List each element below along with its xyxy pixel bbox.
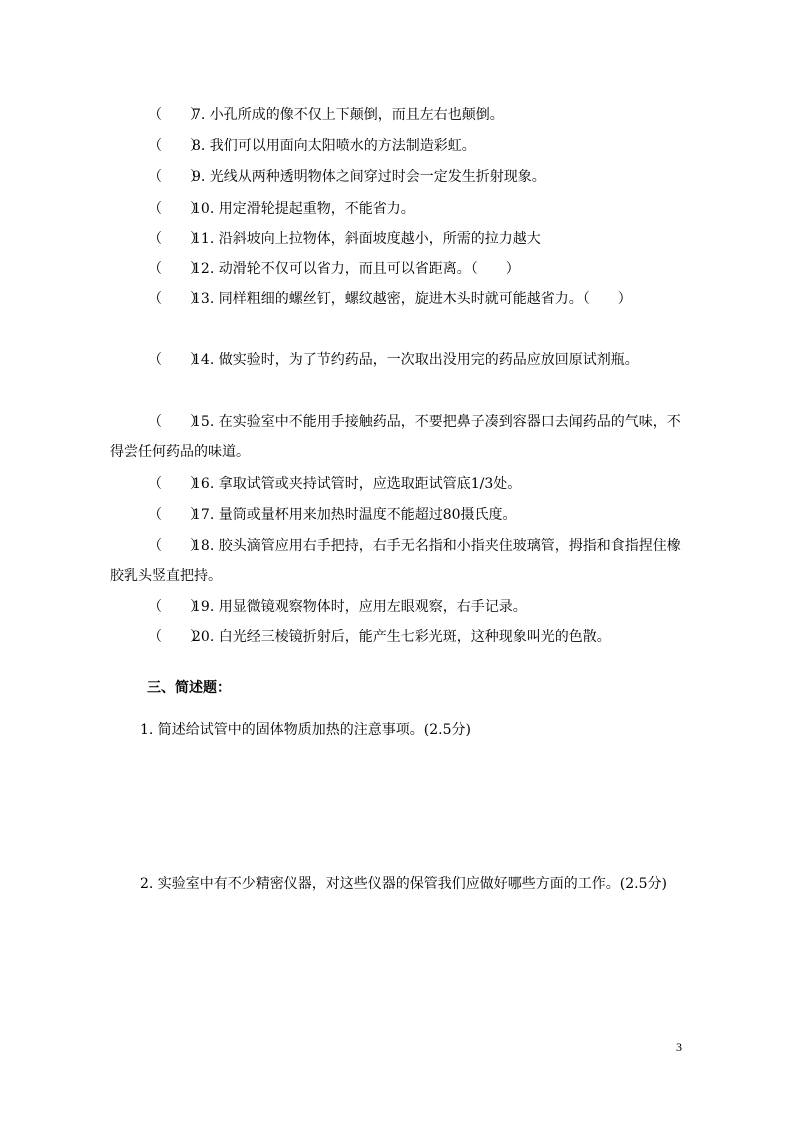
true-false-item-8 (110, 131, 690, 161)
true-false-item-15 (110, 407, 690, 467)
true-false-item-14 (110, 345, 690, 375)
answer-blank[interactable]: （ ） (148, 629, 204, 645)
question-text: 2. 实验室中有不少精密仪器，对这些仪器的保管我们应做好哪些方面的工作。(2.5分) (140, 876, 667, 892)
true-false-item-17 (110, 500, 690, 530)
answer-blank[interactable]: （ ） (148, 476, 204, 492)
item-text: 20. 白光经三棱镜折射后，能产生七彩光斑，这种现象叫光的色散。 (192, 629, 611, 645)
answer-blank[interactable]: （ ） (148, 201, 204, 217)
answer-blank[interactable]: （ ） (148, 107, 204, 123)
answer-blank[interactable]: （ ） (148, 599, 204, 615)
true-false-item-12 (110, 254, 690, 284)
true-false-item-10 (110, 194, 690, 224)
section-title: 三、简述题： (147, 680, 231, 696)
answer-blank[interactable]: （ ） (148, 507, 204, 523)
answer-blank[interactable]: （ ） (148, 261, 204, 277)
page-number: 3 (676, 1040, 682, 1054)
answer-blank[interactable]: （ ） (148, 169, 204, 185)
true-false-item-19 (110, 592, 690, 622)
true-false-item-18 (110, 531, 690, 591)
item-text: 9. 光线从两种透明物体之间穿过时会一定发生折射现象。 (192, 169, 546, 185)
answer-blank[interactable]: （ ） (148, 231, 204, 247)
item-text: 11. 沿斜坡向上拉物体，斜面坡度越小，所需的拉力越大 (192, 231, 541, 247)
true-false-item-9 (110, 162, 690, 192)
item-text: 7. 小孔所成的像不仅上下颠倒，而且左右也颠倒。 (192, 107, 504, 123)
item-text: 16. 拿取试管或夹持试管时，应选取距试管底1/3处。 (192, 476, 522, 492)
item-text: 18. 胶头滴管应用右手把持，右手无名指和小指夹住玻璃管，拇指和食指捏住橡胶乳头竖直把持。 (110, 538, 681, 584)
true-false-item-20 (110, 622, 690, 652)
answer-blank[interactable]: （ ） (148, 291, 204, 307)
answer-blank[interactable]: （ ） (148, 352, 204, 368)
true-false-item-7 (110, 100, 690, 130)
answer-blank[interactable]: （ ） (148, 538, 204, 554)
item-text: 15. 在实验室中不能用手接触药品，不要把鼻子凑到容器口去闻药品的气味，不得尝任何药品的味道。 (110, 414, 681, 460)
short-answer-question-1 (110, 715, 690, 745)
answer-blank[interactable]: （ ） (148, 414, 204, 430)
short-answer-question-2 (110, 869, 690, 899)
item-text: 17. 量筒或量杯用来加热时温度不能超过80摄氏度。 (192, 507, 517, 523)
item-text: 19. 用显微镜观察物体时，应用左眼观察，右手记录。 (192, 599, 527, 615)
answer-blank[interactable]: （ ） (148, 138, 204, 154)
true-false-item-11 (110, 224, 690, 254)
item-text: 12. 动滑轮不仅可以省力，而且可以省距离。（ ） (192, 261, 520, 277)
item-text: 8. 我们可以用面向太阳喷水的方法制造彩虹。 (192, 138, 476, 154)
true-false-item-16 (110, 469, 690, 499)
true-false-item-13 (110, 284, 690, 314)
item-text: 13. 同样粗细的螺丝钉，螺纹越密，旋进木头时就可能越省力。（ ） (192, 291, 632, 307)
item-text: 10. 用定滑轮提起重物，不能省力。 (192, 201, 415, 217)
item-text: 14. 做实验时，为了节约药品，一次取出没用完的药品应放回原试剂瓶。 (192, 352, 639, 368)
question-text: 1. 简述给试管中的固体物质加热的注意事项。(2.5分) (140, 722, 471, 738)
